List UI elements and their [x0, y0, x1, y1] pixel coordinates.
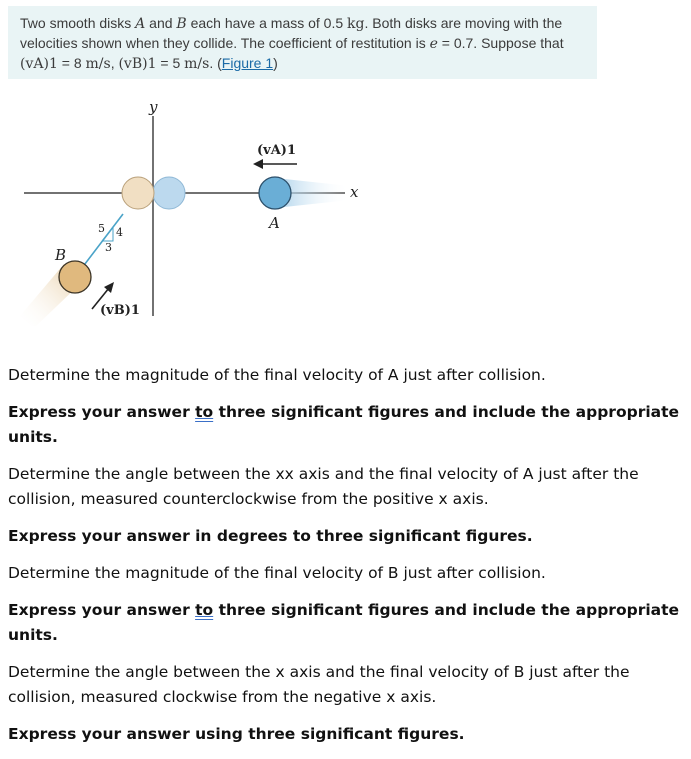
problem-text: and — [145, 15, 177, 31]
problem-text: = 0.7. Suppose that — [437, 35, 564, 51]
question-3: Determine the magnitude of the final velocity of B just after collision. — [8, 564, 546, 582]
problem-text: ) — [273, 55, 278, 71]
disk-a-label: A — [269, 214, 280, 232]
problem-text: Two smooth disks — [20, 15, 136, 31]
question-2: Determine the angle between the xx axis and the final velocity of A just after the collision, measured counterclockwise from the positive x axis. — [8, 465, 639, 508]
problem-text: each have a mass of 0.5 — [186, 15, 348, 31]
vb-arrow-label: (vB)1 — [100, 303, 140, 318]
unit-ms: m/s — [85, 56, 111, 72]
slope-label-5: 5 — [98, 222, 105, 235]
question-1: Determine the magnitude of the final velocity of A just after collision. — [8, 366, 546, 384]
disk-a — [259, 177, 291, 209]
vb-initial-label: (vB)1 — [118, 56, 157, 72]
va-arrowhead — [253, 159, 263, 169]
collision-figure — [20, 96, 370, 326]
va-initial-label: (vA)1 — [20, 56, 58, 72]
question-4-instruction: Express your answer using three significant figures. — [8, 725, 465, 743]
x-axis-label: x — [350, 183, 359, 201]
problem-statement — [8, 6, 597, 79]
y-axis-label: y — [149, 98, 158, 116]
ghost-disk-b — [122, 177, 154, 209]
question-3-instruction: Express your answer to three significant figures and include the appropriate units. — [8, 601, 680, 644]
unit-kg: kg — [347, 16, 365, 32]
var-e: e — [429, 36, 438, 52]
var-a: A — [135, 16, 146, 32]
slope-label-4: 4 — [116, 226, 123, 239]
va-initial-value: = 8 — [57, 55, 86, 71]
question-2-instruction: Express your answer in degrees to three significant figures. — [8, 527, 533, 545]
unit-ms: m/s — [184, 56, 210, 72]
disk-b-label: B — [55, 246, 67, 264]
problem-text: . ( — [209, 55, 222, 71]
ghost-disk-a — [153, 177, 185, 209]
disk-b — [59, 261, 91, 293]
va-arrow-label: (vA)1 — [257, 143, 296, 158]
problem-text: . Both disks are moving with the velocities shown when they collide. The coefficient of restitution is — [20, 15, 563, 51]
figure-link[interactable]: Figure 1 — [221, 55, 274, 71]
slope-label-3: 3 — [105, 241, 112, 254]
questions-section — [8, 363, 688, 759]
vb-initial-value: = 5 — [156, 55, 185, 71]
var-b: B — [176, 16, 187, 32]
question-4: Determine the angle between the x axis and the final velocity of B just after the collision, measured clockwise from the negative x axis. — [8, 663, 630, 706]
separator: , — [110, 55, 119, 71]
question-1-instruction: Express your answer to three significant figures and include the appropriate units. — [8, 403, 680, 446]
